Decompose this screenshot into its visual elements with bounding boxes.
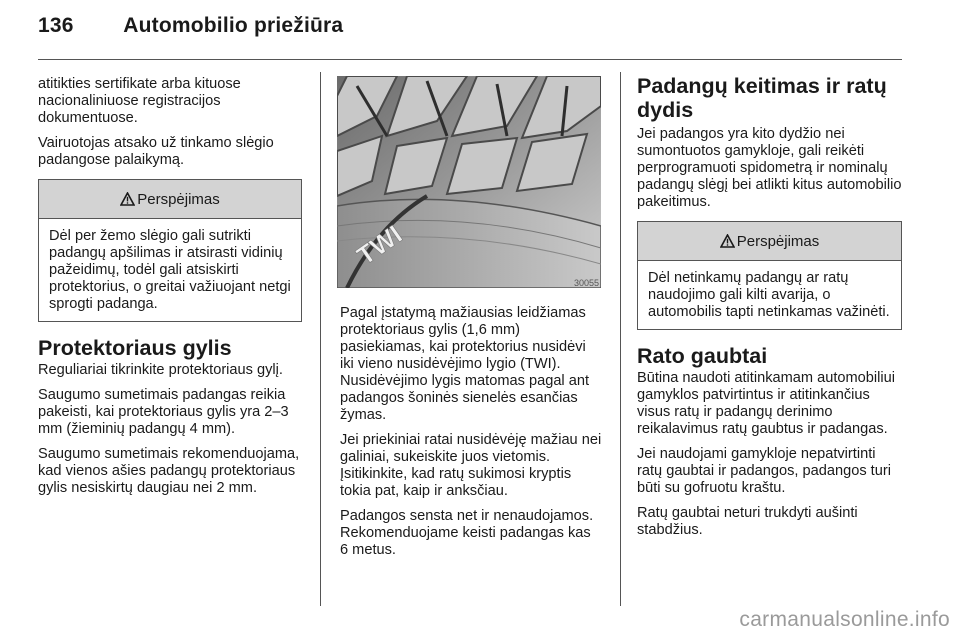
warning-box <box>637 221 902 330</box>
page-header <box>38 14 343 38</box>
paragraph: Jei padangos yra kito dydžio nei sumontuotos gamykloje, gali reikėti perprogramuoti spidometrą ir nominalų padangų slėgį bei atlikti kitus automobilio pakeitimus. <box>637 126 902 210</box>
warning-box <box>38 179 302 322</box>
column-3 <box>637 74 902 547</box>
column-divider-2 <box>620 72 621 606</box>
warning-title: Perspėjimas <box>137 190 220 208</box>
paragraph: Ratų gaubtai neturi trukdyti aušinti stabdžius. <box>637 505 858 538</box>
paragraph: Padangos sensta net ir nenaudojamos. Rekomenduojame keisti padangas kas 6 metus. <box>340 508 594 558</box>
paragraph: Pagal įstatymą mažiausias leidžiamas protektoriaus gylis (1,6 mm) pasiekiamas, kai protektorius nusidėvi iki vieno nusidėvėjimo lygio (TWI). Nusidėvėjimo lygis matomas pagal ant padangos šoninės sienelės esančias žymas. <box>340 305 590 423</box>
warning-text: Dėl netinkamų padangų ar ratų naudojimo gali kilti avarija, o automobilis tapti netinkamas važinėti. <box>648 270 890 320</box>
warning-header <box>39 180 301 219</box>
header-divider <box>38 59 902 60</box>
paragraph: Būtina naudoti atitinkamam automobiliui gamyklos patvirtintus ir atitinkančius visus ratų ir padangų derinimo reikalavimus ratų gaubtus ir padangas. <box>637 370 895 437</box>
watermark: carmanualsonline.info <box>739 608 950 631</box>
column-1 <box>38 76 302 505</box>
page-title: Automobilio priežiūra <box>123 14 344 37</box>
paragraph: Saugumo sumetimais padangas reikia pakeisti, kai protektoriaus gylis yra 2–3 mm (žieminių padangų 4 mm). <box>38 387 289 437</box>
paragraph: Jei naudojami gamykloje nepatvirtinti ratų gaubtai ir padangos, padangos turi būti su gofruotu kraštu. <box>637 446 891 496</box>
tire-tread-illustration <box>337 76 601 288</box>
section-heading: Padangų keitimas ir ratų dydis <box>637 74 887 122</box>
section-heading: Protektoriaus gylis <box>38 336 232 360</box>
warning-header <box>638 222 901 261</box>
page-number: 136 <box>38 14 74 37</box>
section-heading: Rato gaubtai <box>637 344 768 368</box>
paragraph: Reguliariai tikrinkite protektoriaus gylį. <box>38 362 283 378</box>
twi-mark-label: TWI <box>351 219 408 271</box>
tread-wear-indicator-photo <box>337 76 601 288</box>
warning-triangle-icon <box>120 192 135 206</box>
paragraph: Vairuotojas atsako už tinkamo slėgio padangose palaikymą. <box>38 135 274 168</box>
warning-text: Dėl per žemo slėgio gali sutrikti padangų apšilimas ir atsirasti vidinių pažeidimų, todėl gali atsiskirti protektorius, o greitai važiuojant netgi sprogti padanga. <box>49 228 291 312</box>
warning-triangle-icon <box>720 234 735 248</box>
paragraph: Jei priekiniai ratai nusidėvėję mažiau nei galiniai, sukeiskite juos vietomis. Įsitikinkite, kad ratų sukimosi kryptis tokia pat, kaip ir anksčiau. <box>340 432 602 499</box>
column-divider-1 <box>320 72 321 606</box>
warning-title: Perspėjimas <box>736 232 820 250</box>
paragraph: atitikties sertifikate arba kituose nacionaliniuose registracijos dokumentuose. <box>38 76 241 126</box>
paragraph: Saugumo sumetimais rekomenduojama, kad vienos ašies padangų protektoriaus gylis nesiskirtų daugiau nei 2 mm. <box>38 446 300 496</box>
column-2 <box>340 305 602 567</box>
image-code: 30055 <box>573 278 599 288</box>
